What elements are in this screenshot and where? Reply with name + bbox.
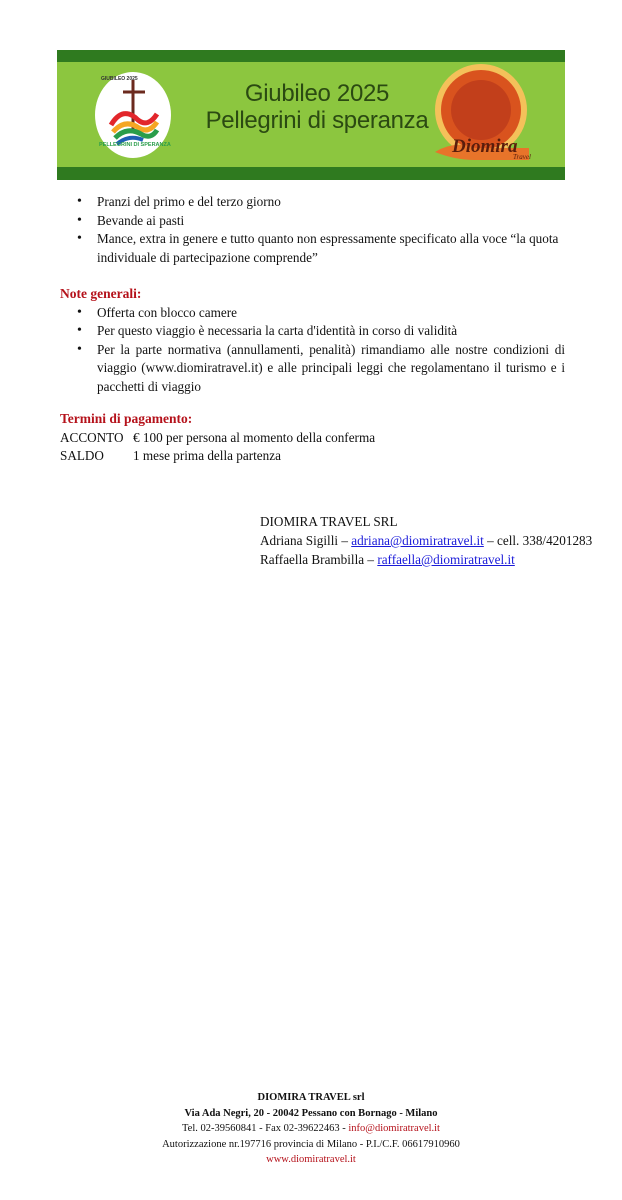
- contact-phone: – cell. 338/4201283: [483, 533, 593, 548]
- footer-website[interactable]: www.diomiratravel.it: [266, 1154, 356, 1165]
- list-item: • Per questo viaggio è necessaria la carta d'identità in corso di validità: [60, 322, 565, 341]
- footer-authorization: Autorizzazione nr.197716 provincia di Milano - P.I./C.F. 06617910960: [162, 1138, 460, 1150]
- document-body: [60, 193, 565, 466]
- notes-heading: Note generali:: [60, 286, 142, 301]
- banner-title: [197, 80, 437, 134]
- payment-key: SALDO: [60, 448, 104, 463]
- page-footer: [0, 1090, 622, 1168]
- footer-company: DIOMIRA TRAVEL srl: [257, 1092, 365, 1103]
- contact-name: Raffaella Brambilla –: [260, 552, 378, 567]
- footer-address: Via Ada Negri, 20 - 20042 Pessano con Bornago - Milano: [184, 1107, 438, 1119]
- payment-heading: Termini di pagamento:: [60, 411, 193, 426]
- contacts-company: DIOMIRA TRAVEL SRL: [260, 514, 398, 529]
- contact-email-link[interactable]: raffaella@diomiratravel.it: [377, 552, 515, 567]
- jubilee-logo-bottom-text: PELLEGRINI DI SPERANZA: [99, 142, 171, 148]
- banner-title-line1: Giubileo 2025: [244, 80, 390, 107]
- list-item: • Per la parte normativa (annullamenti, penalità) rimandiamo alle nostre condizioni di viaggio (www.diomiratravel.it) e alle principali leggi che regolamentano il turismo e i pacchetti di viaggio: [60, 341, 565, 397]
- contacts-block: [260, 512, 592, 569]
- payment-table: [60, 429, 565, 466]
- jubilee-logo-top-text: GIUBILEO 2025: [101, 76, 138, 82]
- diomira-logo-text: Diomira: [452, 136, 518, 157]
- excluded-items-list: [60, 193, 565, 267]
- payment-value: € 100 per persona al momento della conferma: [133, 429, 376, 445]
- footer-phones-line: [0, 1121, 622, 1137]
- payment-value: 1 mese prima della partenza: [133, 448, 281, 463]
- list-item: • Offerta con blocco camere: [60, 304, 565, 323]
- footer-email[interactable]: info@diomiratravel.it: [348, 1123, 440, 1134]
- banner-title-line2: Pellegrini di speranza: [205, 107, 429, 134]
- contact-line-1: [260, 531, 592, 550]
- banner-bottom-band: [57, 167, 565, 180]
- contact-name: Adriana Sigilli –: [260, 533, 352, 548]
- payment-row: [60, 429, 565, 448]
- diomira-logo-subtext: Travel: [513, 153, 531, 161]
- list-item: • Bevande ai pasti: [60, 212, 565, 231]
- footer-phones: Tel. 02-39560841 - Fax 02-39622463 -: [182, 1123, 349, 1134]
- payment-key: ACCONTO: [60, 429, 124, 445]
- contact-line-2: [260, 550, 592, 569]
- notes-list: [60, 304, 565, 397]
- list-item: • Mance, extra in genere e tutto quanto non espressamente specificato alla voce “la quota individuale di partecipazione comprende”: [60, 230, 565, 267]
- payment-row: [60, 447, 565, 466]
- contact-email-link[interactable]: adriana@diomiratravel.it: [351, 533, 484, 548]
- list-item: • Pranzi del primo e del terzo giorno: [60, 193, 565, 212]
- header-banner: [57, 50, 565, 180]
